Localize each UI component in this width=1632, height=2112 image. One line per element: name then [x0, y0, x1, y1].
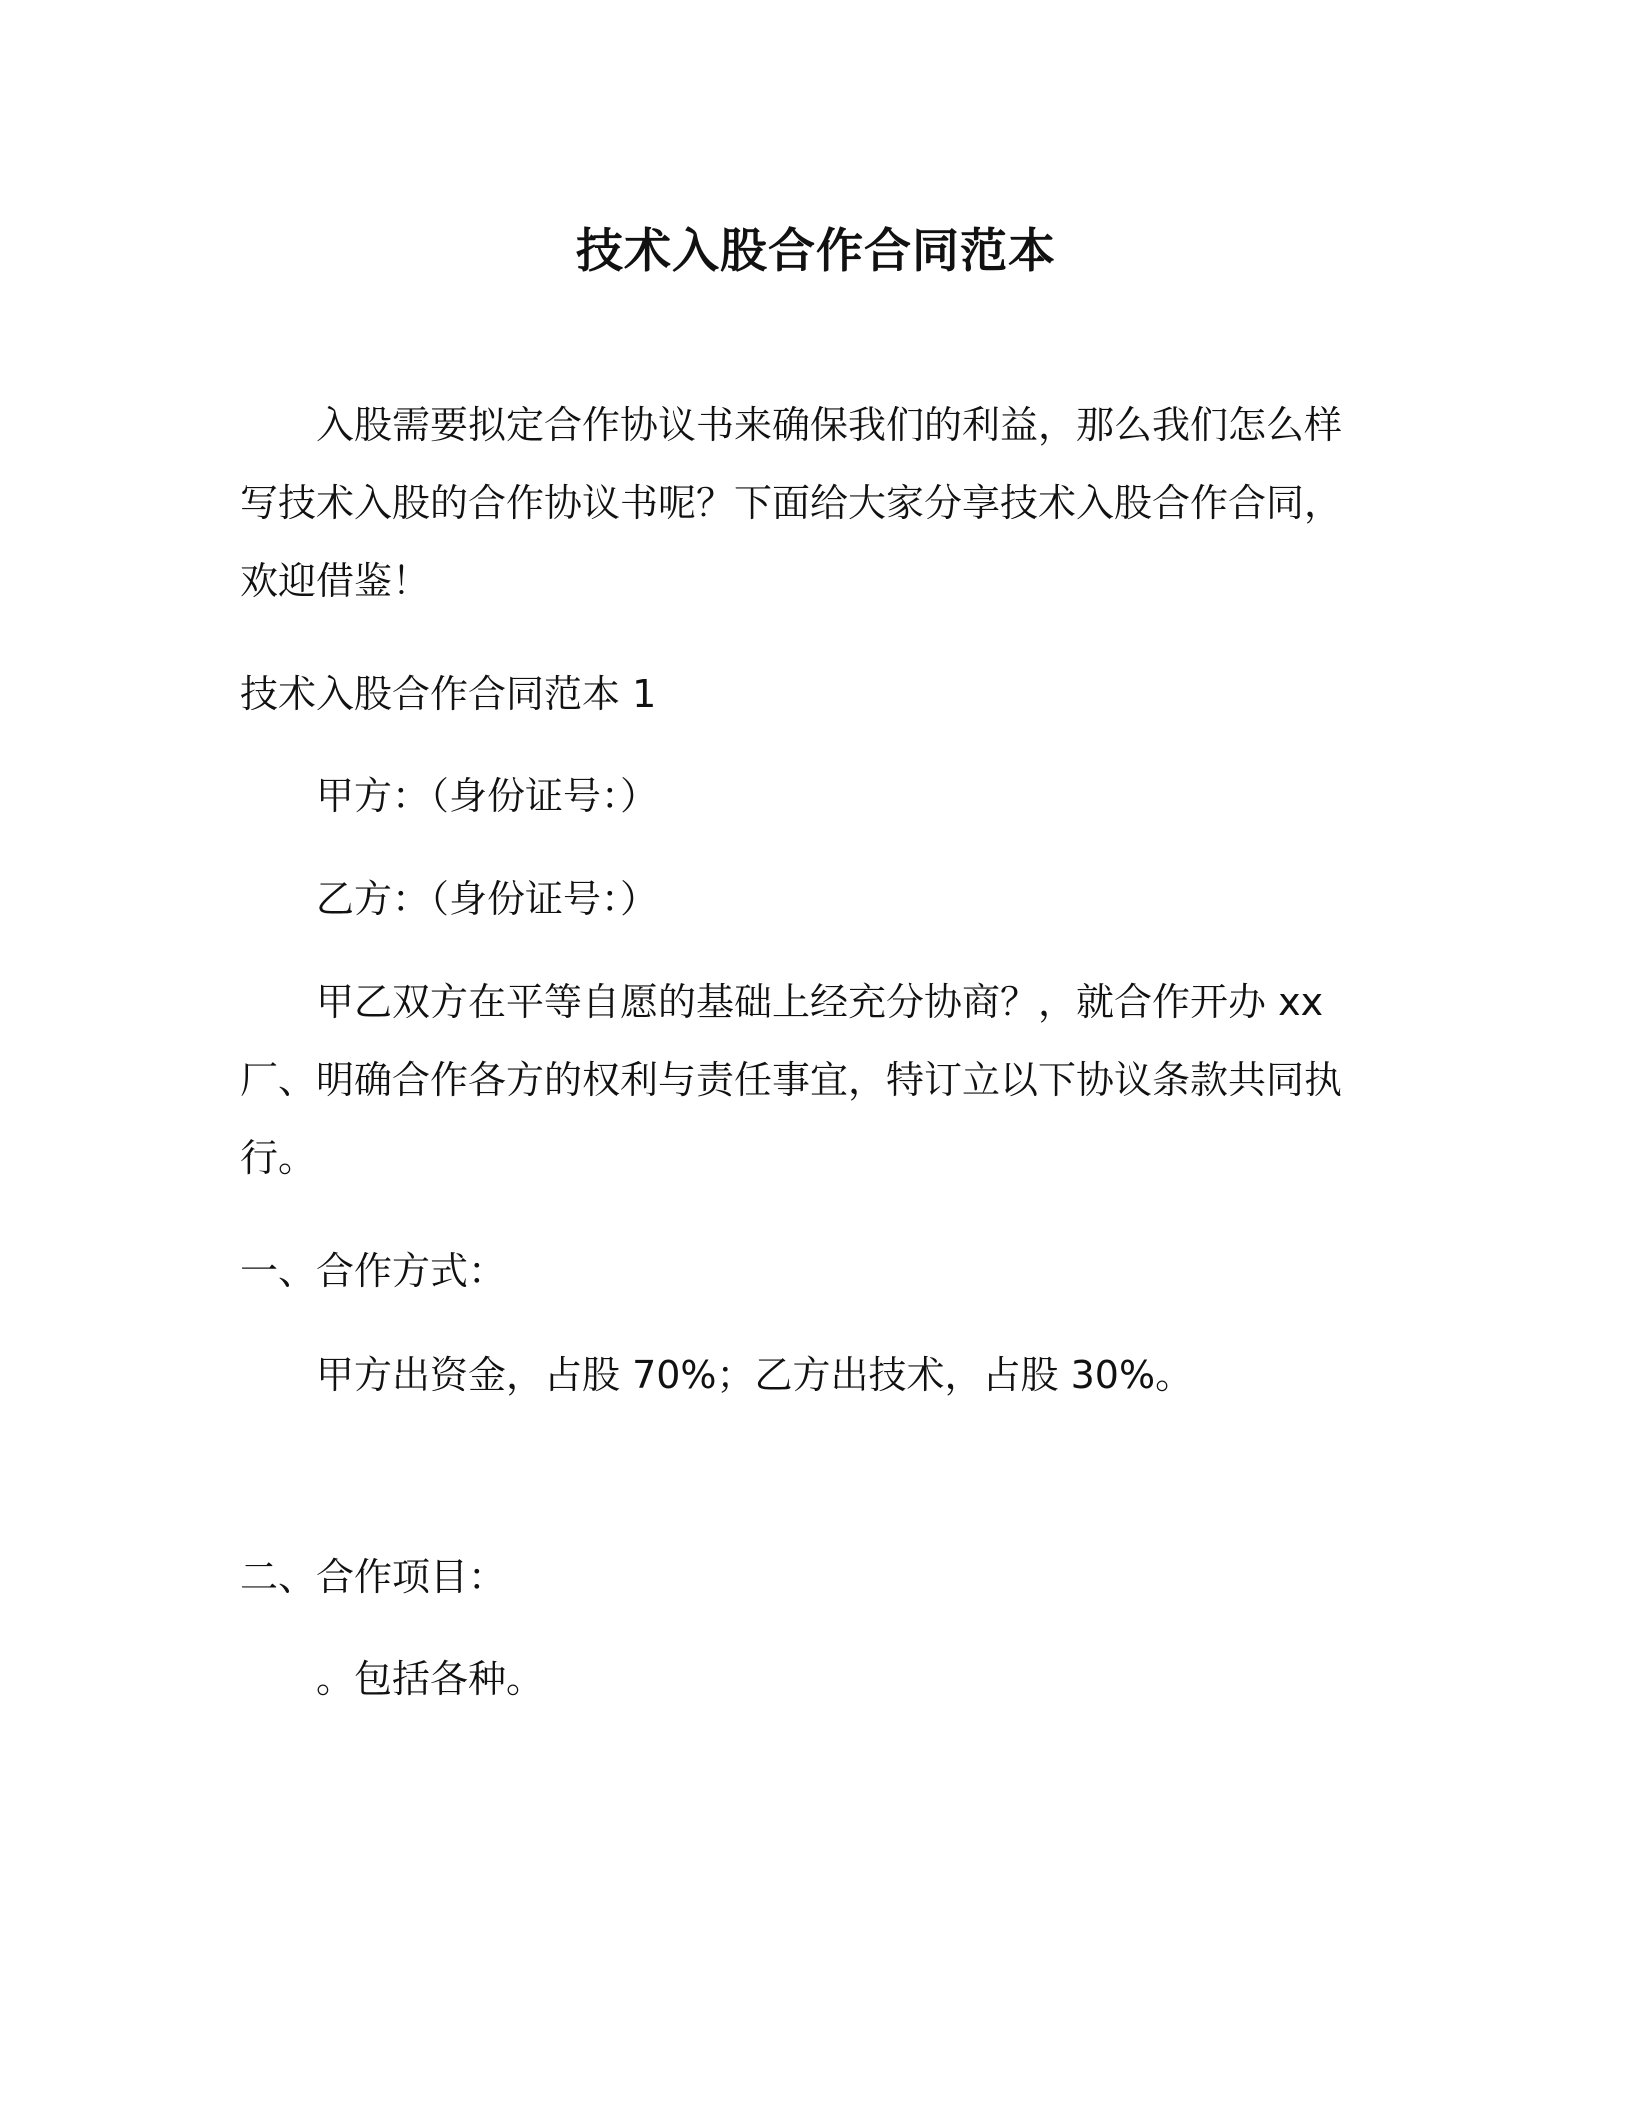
section-heading-cooperation-method: 一、合作方式： — [240, 1249, 507, 1293]
section-heading-cooperation-project: 二、合作项目： — [240, 1555, 507, 1599]
section-body-cooperation-method: 甲方出资金，占股 70%；乙方出技术，占股 30%。 — [316, 1353, 1194, 1397]
document-title: 技术入股合作合同范本 — [576, 224, 1056, 279]
section-body-cooperation-project: 。包括各种。 — [316, 1657, 545, 1701]
intro-paragraph: 入股需要拟定合作协议书来确保我们的利益，那么我们怎么样写技术入股的合作协议书呢？下面给大家分享技术入股合作合同，欢迎借鉴！ — [240, 403, 1343, 603]
party-b-line: 乙方：（身份证号：） — [316, 877, 659, 921]
preamble-paragraph: 甲乙双方在平等自愿的基础上经充分协商？，就合作开办 xx 厂、明确合作各方的权利与责任事宜，特订立以下协议条款共同执行。 — [240, 980, 1343, 1180]
contract-subtitle: 技术入股合作合同范本 1 — [240, 672, 657, 716]
party-a-line: 甲方：（身份证号：） — [316, 774, 659, 818]
